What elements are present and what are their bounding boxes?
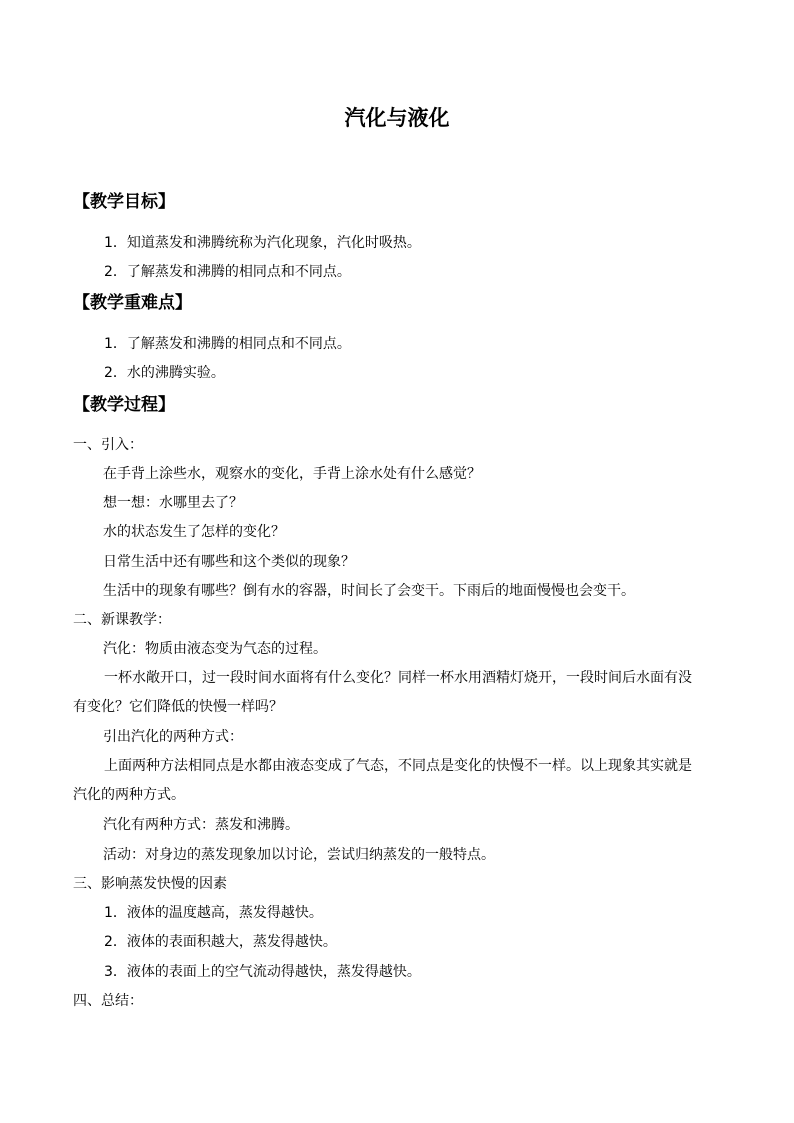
heading-key-points: 【教学重难点】 xyxy=(73,293,192,313)
part2-line-1: 汽化：物质由液态变为气态的过程。 xyxy=(103,641,327,657)
part3-label: 三、影响蒸发快慢的因素 xyxy=(73,876,227,892)
heading-process: 【教学过程】 xyxy=(73,395,175,415)
part3-item-1: 1．液体的温度越高，蒸发得越快。 xyxy=(104,905,323,921)
objective-item-2: 2．了解蒸发和沸腾的相同点和不同点。 xyxy=(104,264,351,280)
part3-item-3: 3．液体的表面上的空气流动得越快，蒸发得越快。 xyxy=(104,964,421,980)
objective-item-1: 1．知道蒸发和沸腾统称为汽化现象，汽化时吸热。 xyxy=(104,235,421,251)
part3-item-2: 2．液体的表面积越大，蒸发得越快。 xyxy=(104,934,337,950)
page-title: 汽化与液化 xyxy=(344,105,450,130)
part1-line-5: 生活中的现象有哪些？倒有水的容器，时间长了会变干。下雨后的地面慢慢也会变干。 xyxy=(103,583,635,599)
heading-objectives: 【教学目标】 xyxy=(73,192,175,212)
part4-label: 四、总结： xyxy=(73,993,143,1009)
part2-paragraph-2: 上面两种方法相同点是水都由液态变成了气态，不同点是变化的快慢不一样。以上现象其实就是汽化的两种方式。 xyxy=(73,758,692,803)
part1-line-1: 在手背上涂些水，观察水的变化，手背上涂水处有什么感觉？ xyxy=(103,466,481,482)
part2-line-4: 活动：对身边的蒸发现象加以讨论，尝试归纳蒸发的一般特点。 xyxy=(103,847,495,863)
part2-line-2: 引出汽化的两种方式： xyxy=(103,729,243,745)
part1-line-4: 日常生活中还有哪些和这个类似的现象？ xyxy=(103,554,355,570)
part2-paragraph-1: 一杯水敞开口，过一段时间水面将有什么变化？同样一杯水用酒精灯烧开，一段时间后水面有没有变化？它们降低的快慢一样吗？ xyxy=(73,670,692,715)
part1-label: 一、引入： xyxy=(73,437,143,453)
part1-line-2: 想一想：水哪里去了？ xyxy=(103,495,243,511)
part2-line-3: 汽化有两种方式：蒸发和沸腾。 xyxy=(103,817,299,833)
part2-label: 二、新课教学： xyxy=(73,612,171,628)
part1-line-3: 水的状态发生了怎样的变化？ xyxy=(103,524,285,540)
key-point-item-2: 2．水的沸腾实验。 xyxy=(104,365,225,381)
key-point-item-1: 1．了解蒸发和沸腾的相同点和不同点。 xyxy=(104,336,351,352)
